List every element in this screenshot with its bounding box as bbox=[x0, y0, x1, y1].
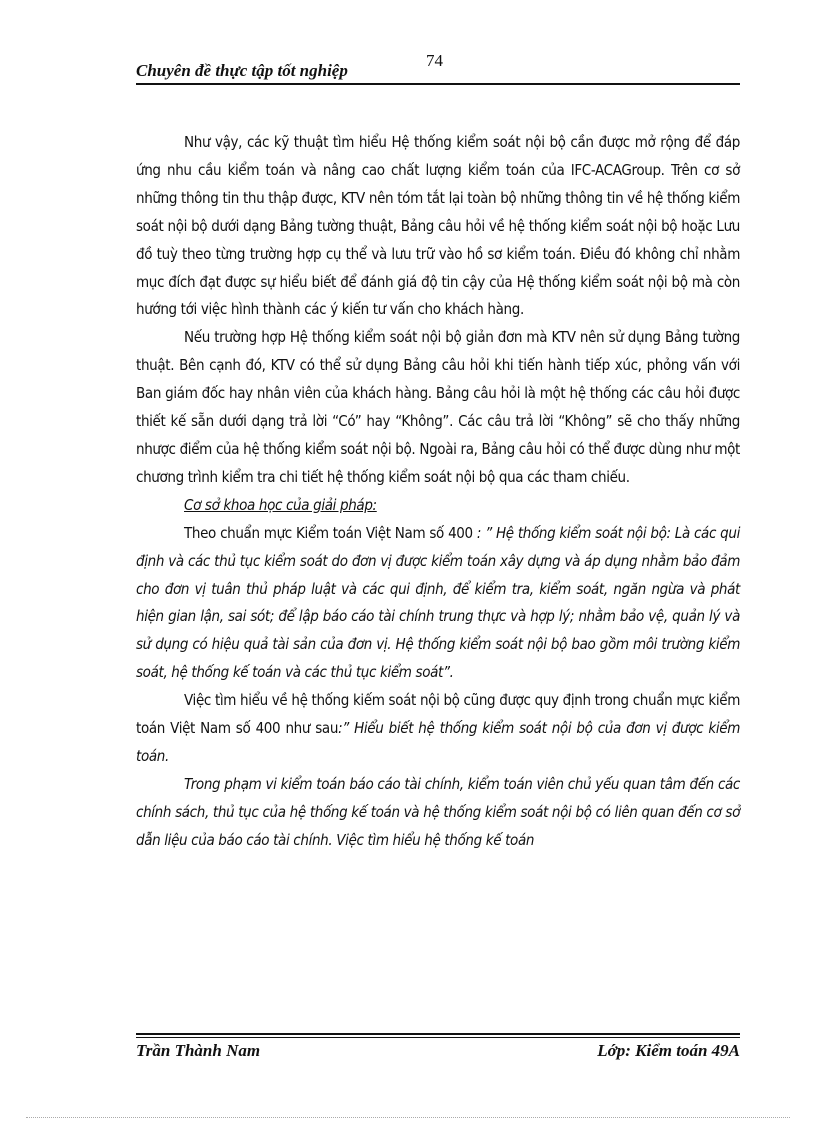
header-divider bbox=[136, 83, 740, 85]
paragraph-3 bbox=[136, 520, 740, 687]
section-heading bbox=[136, 492, 740, 520]
section-heading-text: Cơ sở khoa học của giải pháp: bbox=[184, 495, 377, 514]
page-bottom-border bbox=[26, 1117, 790, 1118]
paragraph-2: Nếu trường hợp Hệ thống kiểm soát nội bộ giản đơn mà KTV nên sử dụng Bảng tường thuật. Bên cạnh đó, KTV có thể sử dụng Bảng câu hỏi khi tiến hành tiếp xúc, phỏng vấn với Ban giám đốc hay nhân viên của khách hàng. Bảng câu hỏi là một hệ thống các câu hỏi được thiết kế sẵn dưới dạng trả lời “Có” hay “Không”. Các câu trả lời “Không” sẽ cho thấy những nhược điểm của hệ thống kiểm soát nội bộ. Ngoài ra, Bảng câu hỏi có thể được dùng như một chương trình kiểm tra chi tiết hệ thống kiểm soát nội bộ qua các tham chiếu. bbox=[136, 328, 740, 486]
footer-class: Lớp: Kiểm toán 49A bbox=[597, 1041, 740, 1060]
paragraph-3-lead: Theo chuẩn mực Kiểm toán Việt Nam số 400 bbox=[184, 523, 477, 542]
paragraph-4-quote: :” Hiểu biết hệ thống kiểm soát nội bộ của đơn vị được kiểm toán. bbox=[136, 719, 740, 765]
footer-divider-thick bbox=[136, 1033, 740, 1035]
header-title: Chuyên đề thực tập tốt nghiệp bbox=[136, 61, 348, 80]
paragraph-4-lead: Việc tìm hiểu về hệ thống kiếm soát nội bộ cũng được quy định trong chuẩn mực kiểm toán Việt Nam số 400 như sau bbox=[136, 691, 740, 738]
paragraph-4 bbox=[136, 687, 740, 771]
paragraph-3-quote: : ” Hệ thống kiểm soát nội bộ: Là các qui định và các thủ tục kiểm soát do đơn vị được kiểm toán xây dựng và áp dụng nhằm bảo đảm cho đơn vị tuân thủ pháp luật và các qui định, để kiểm tra, kiểm soát, ngăn ngừa và phát hiện gian lận, sai sót; để lập báo cáo tài chính trung thực và hợp lý; nhằm bảo vệ, quản lý và sử dụng có hiệu quả tài sản của đơn vị. Hệ thống kiểm soát nội bộ bao gồm môi trường kiểm soát, hệ thống kế toán và các thủ tục kiểm soát”. bbox=[136, 523, 740, 682]
paragraph-1: Như vậy, các kỹ thuật tìm hiểu Hệ thống kiểm soát nội bộ cần được mở rộng để đáp ứng nhu cầu kiểm toán và nâng cao chất lượng kiểm toán của IFC-ACAGroup. Trên cơ sở những thông tin thu thập được, KTV nên tóm tắt lại toàn bộ những thông tin về hệ thống kiểm soát nội bộ dưới dạng Bảng tường thuật, Bảng câu hỏi về hệ thống kiểm soát nội bộ hoặc Lưu đồ tuỳ theo từng trường hợp cụ thể và lưu trữ vào hồ sơ kiểm toán. Điều đó không chỉ nhằm mục đích đạt được sự hiểu biết để đánh giá độ tin cậy của Hệ thống kiểm soát nội bộ mà còn hướng tới việc hình thành các ý kiến tư vấn cho khách hàng. bbox=[136, 133, 740, 319]
document-body bbox=[136, 129, 740, 855]
paragraph-5: Trong phạm vi kiểm toán báo cáo tài chính, kiểm toán viên chủ yếu quan tâm đến các chính sách, thủ tục của hệ thống kế toán và hệ thống kiểm soát nội bộ có liên quan đến cơ sở dẫn liệu của báo cáo tài chính. Việc tìm hiểu hệ thống kế toán bbox=[136, 774, 740, 849]
footer-author: Trần Thành Nam bbox=[136, 1041, 261, 1060]
footer-divider-thin bbox=[136, 1037, 740, 1038]
page-number: 74 bbox=[426, 51, 443, 70]
